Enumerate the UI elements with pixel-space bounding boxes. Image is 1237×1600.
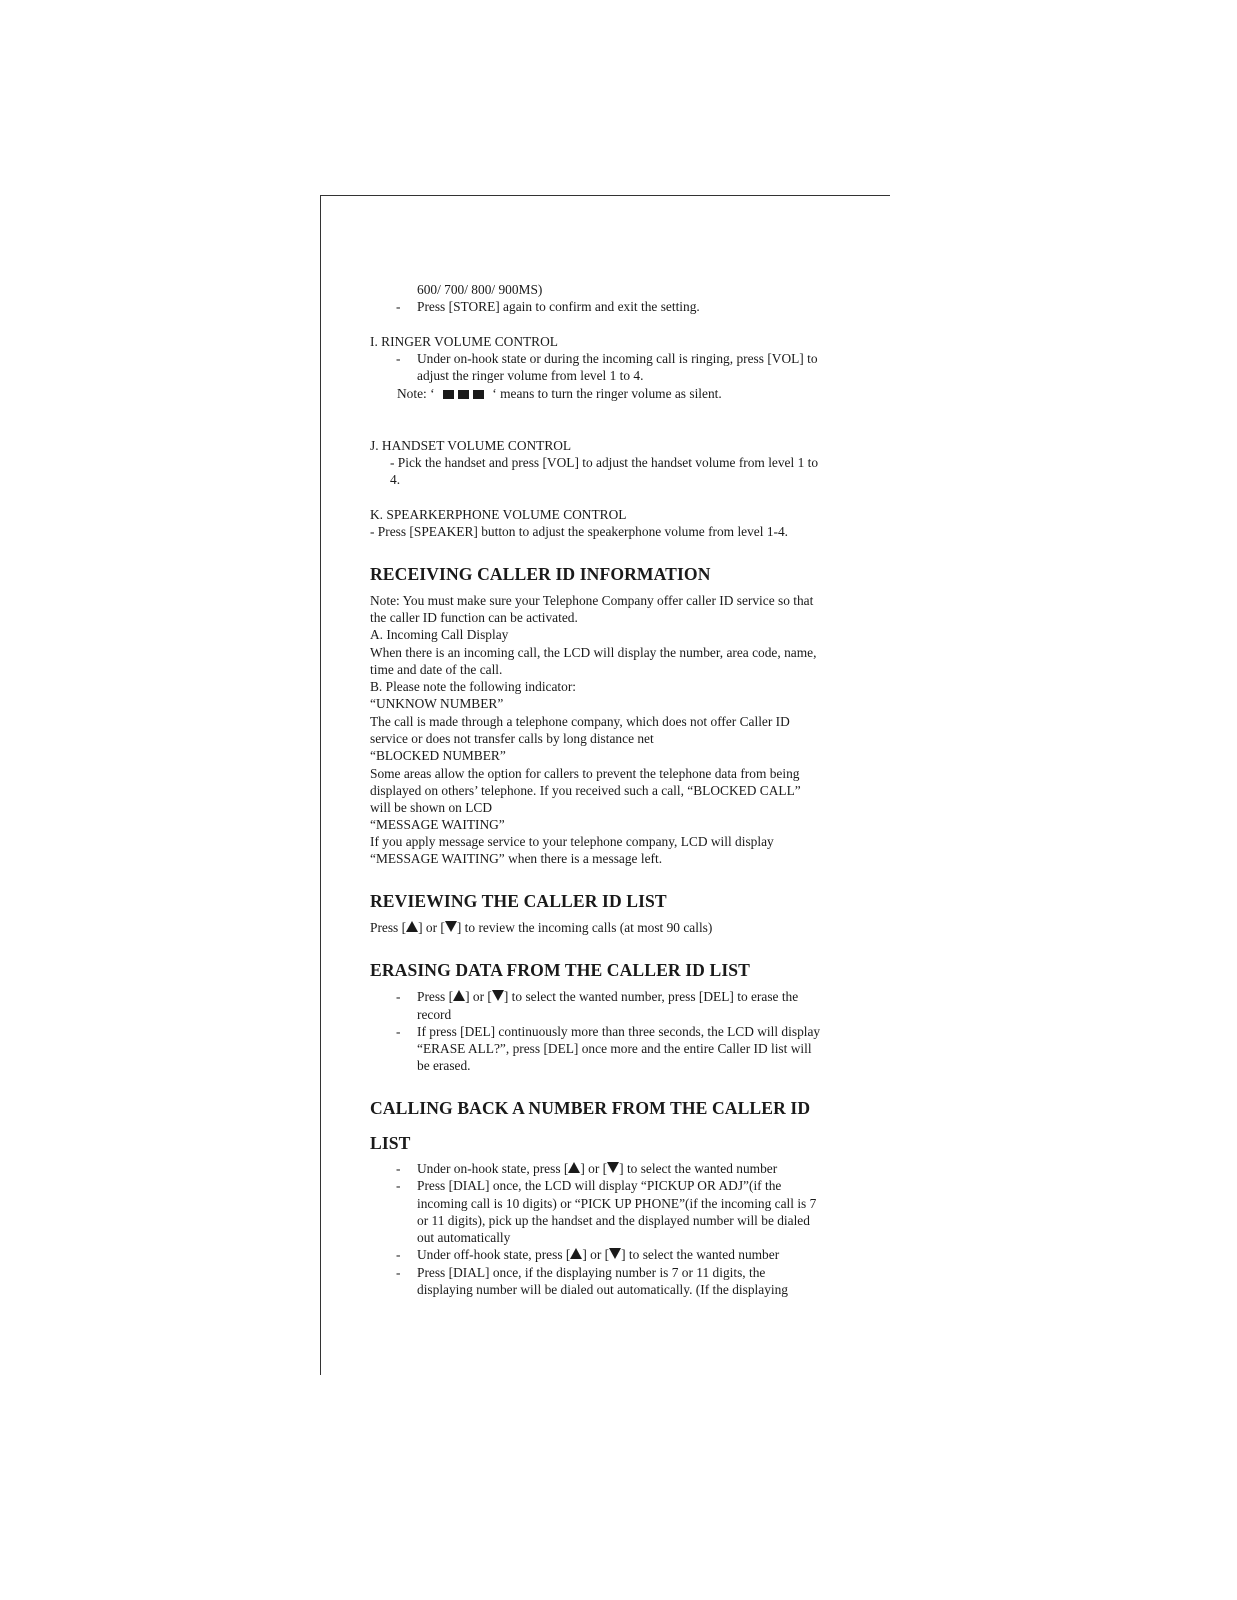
erasing-line: If press [DEL] continuously more than three seconds, the LCD will display	[417, 1024, 821, 1039]
erasing-text-post: ] to select the wanted number, press [DEL] to erase the	[503, 989, 799, 1004]
erasing-line: be erased.	[417, 1058, 471, 1073]
top-rule	[321, 195, 890, 196]
receiving-line: A. Incoming Call Display	[370, 627, 509, 642]
erasing-line: record	[417, 1007, 452, 1022]
speaker-line: - Press [SPEAKER] button to adjust the speakerphone volume from level 1-4.	[370, 524, 789, 539]
calling-line: or 11 digits), pick up the handset and the displayed number will be dialed	[417, 1213, 810, 1228]
receiving-line: time and date of the call.	[370, 662, 503, 677]
receiving-line: The call is made through a telephone company, which does not offer Caller ID	[370, 714, 790, 729]
handset-heading: J. HANDSET VOLUME CONTROL	[370, 438, 572, 453]
calling-text-post: ] to select the wanted number	[621, 1247, 780, 1262]
erasing-line	[417, 988, 798, 1005]
reviewing-text-post: ] to review the incoming calls (at most 90 calls)	[456, 920, 713, 935]
reviewing-text-pre: Press [	[370, 920, 407, 935]
calling-text-post: ] to select the wanted number	[619, 1161, 778, 1176]
calling-heading: CALLING BACK A NUMBER FROM THE CALLER ID	[370, 1098, 811, 1118]
receiving-line: “BLOCKED NUMBER”	[370, 748, 506, 763]
calling-text-mid: ] or [	[582, 1247, 610, 1262]
erasing-text-mid: ] or [	[465, 989, 492, 1004]
calling-text-pre: Under off-hook state, press [	[417, 1247, 571, 1262]
receiving-line: service or does not transfer calls by long distance net	[370, 731, 654, 746]
receiving-line: When there is an incoming call, the LCD will display the number, area code, name,	[370, 645, 817, 660]
reviewing-line	[370, 919, 712, 936]
up-arrow-icon	[568, 1162, 580, 1173]
bullet-dash: -	[396, 1161, 401, 1176]
speaker-heading: K. SPEARKERPHONE VOLUME CONTROL	[370, 507, 627, 522]
receiving-line: “UNKNOW NUMBER”	[370, 696, 504, 711]
left-rule	[320, 195, 321, 1375]
receiving-line: B. Please note the following indicator:	[370, 679, 577, 694]
receiving-line: the caller ID function can be activated.	[370, 610, 578, 625]
receiving-line: If you apply message service to your telephone company, LCD will display	[370, 834, 774, 849]
ringer-note-suffix: ‘ means to turn the ringer volume as silent.	[492, 386, 722, 401]
receiving-line: displayed on others’ telephone. If you received such a call, “BLOCKED CALL”	[370, 783, 801, 798]
bullet-dash: -	[396, 1247, 401, 1262]
bullet-dash: -	[396, 1265, 401, 1280]
receiving-line: Note: You must make sure your Telephone Company offer caller ID service so that	[370, 593, 814, 608]
bullet-dash: -	[396, 1178, 401, 1193]
receiving-line: “MESSAGE WAITING” when there is a message left.	[370, 851, 663, 866]
up-arrow-icon	[453, 990, 465, 1001]
receiving-line: Some areas allow the option for callers to prevent the telephone data from being	[370, 766, 800, 781]
calling-line	[417, 1160, 777, 1177]
calling-line: Press [DIAL] once, if the displaying number is 7 or 11 digits, the	[417, 1265, 766, 1280]
continuation-line: 600/ 700/ 800/ 900MS)	[417, 282, 543, 297]
erasing-line: “ERASE ALL?”, press [DEL] once more and the entire Caller ID list will	[417, 1041, 812, 1056]
receiving-line: “MESSAGE WAITING”	[370, 817, 505, 832]
calling-text-mid: ] or [	[580, 1161, 608, 1176]
calling-text-pre: Under on-hook state, press [	[417, 1161, 569, 1176]
calling-line: incoming call is 10 digits) or “PICK UP PHONE”(if the incoming call is 7	[417, 1196, 817, 1211]
erasing-heading: ERASING DATA FROM THE CALLER ID LIST	[370, 960, 750, 980]
calling-line	[417, 1246, 779, 1263]
handset-line: - Pick the handset and press [VOL] to adjust the handset volume from level 1 to	[390, 455, 819, 470]
ringer-note	[397, 385, 722, 402]
ringer-heading: I. RINGER VOLUME CONTROL	[370, 334, 558, 349]
up-arrow-icon	[406, 921, 418, 932]
calling-heading-cont: LIST	[370, 1133, 411, 1153]
silent-indicator-icon	[441, 386, 486, 401]
calling-line: out automatically	[417, 1230, 511, 1245]
handset-line: 4.	[390, 472, 401, 487]
ringer-line: adjust the ringer volume from level 1 to 4.	[417, 368, 644, 383]
down-arrow-icon	[445, 921, 457, 932]
reviewing-heading: REVIEWING THE CALLER ID LIST	[370, 891, 667, 911]
continuation-line: Press [STORE] again to confirm and exit the setting.	[417, 299, 700, 314]
bullet-dash: -	[396, 299, 401, 314]
bullet-dash: -	[396, 351, 401, 366]
ringer-note-prefix: Note: ‘	[397, 386, 435, 401]
down-arrow-icon	[607, 1162, 619, 1173]
bullet-dash: -	[396, 989, 401, 1004]
calling-line: Press [DIAL] once, the LCD will display “PICKUP OR ADJ”(if the	[417, 1178, 782, 1193]
receiving-heading: RECEIVING CALLER ID INFORMATION	[370, 564, 711, 584]
calling-line: displaying number will be dialed out automatically. (If the displaying	[417, 1282, 789, 1297]
bullet-dash: -	[396, 1024, 401, 1039]
down-arrow-icon	[492, 990, 504, 1001]
reviewing-text-mid: ] or [	[418, 920, 445, 935]
up-arrow-icon	[570, 1248, 582, 1259]
receiving-line: will be shown on LCD	[370, 800, 492, 815]
down-arrow-icon	[609, 1248, 621, 1259]
ringer-line: Under on-hook state or during the incoming call is ringing, press [VOL] to	[417, 351, 818, 366]
erasing-text-pre: Press [	[417, 989, 454, 1004]
